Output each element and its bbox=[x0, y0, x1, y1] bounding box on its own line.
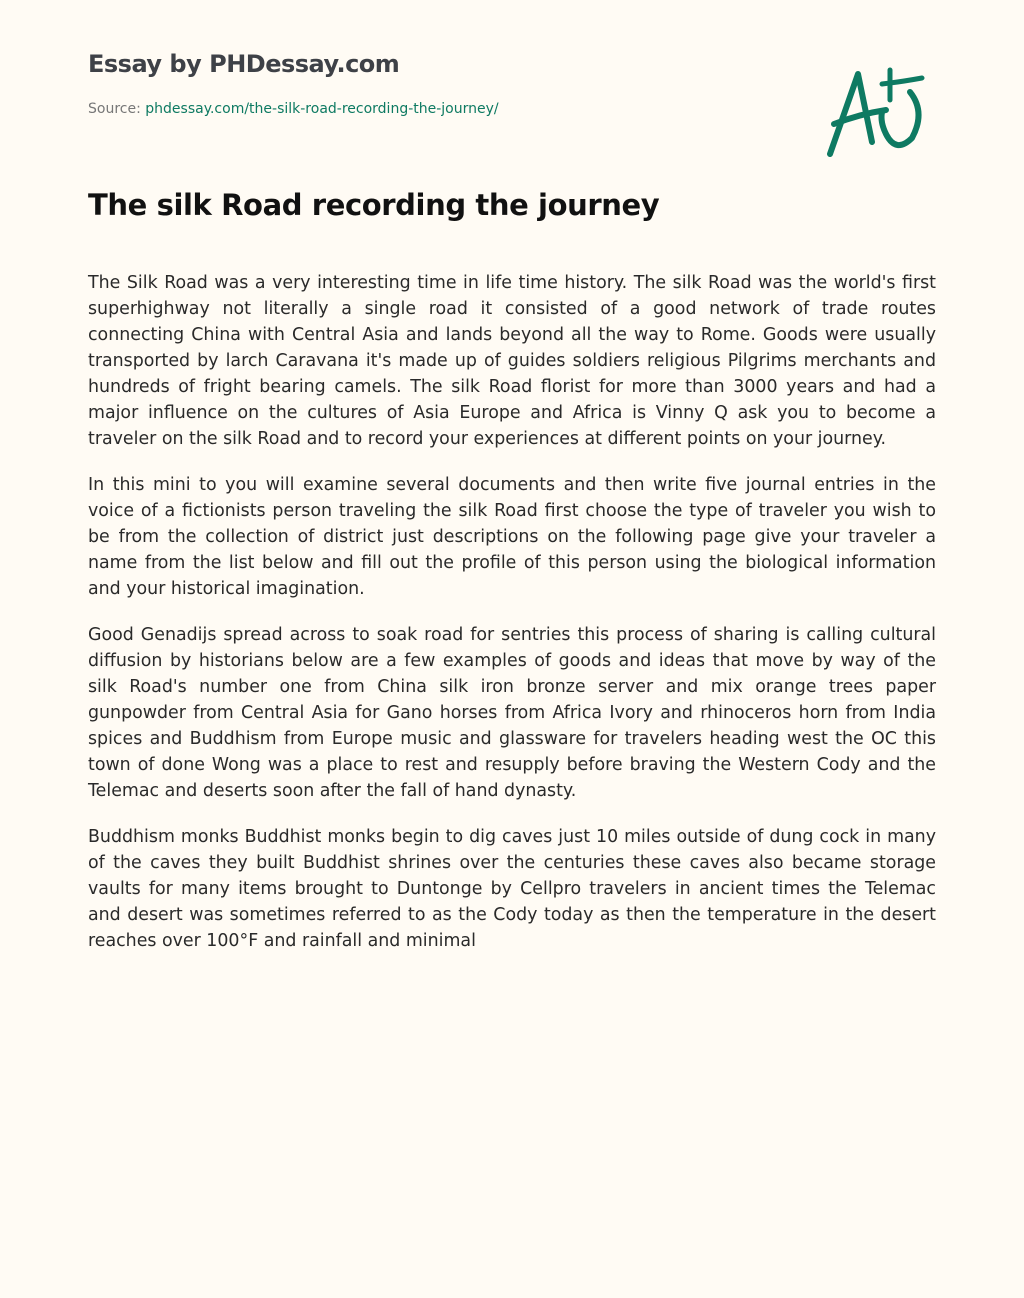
a-plus-logo-icon bbox=[820, 62, 930, 162]
source-link[interactable]: phdessay.com/the-silk-road-recording-the-journey/ bbox=[145, 101, 499, 117]
source-line bbox=[88, 101, 499, 117]
essay-paragraph: The Silk Road was a very interesting time in life time history. The silk Road was the world's first superhighway not literally a single road it consisted of a good network of trade routes connecting China with Central Asia and lands beyond all the way to Rome. Goods were usually transported by larch Caravana it's made up of guides soldiers religious Pilgrims merchants and hundreds of fright bearing camels. The silk Road florist for more than 3000 years and had a major influence on the cultures of Asia Europe and Africa is Vinny Q ask you to become a traveler on the silk Road and to record your experiences at different points on your journey. bbox=[88, 273, 936, 449]
source-label: Source: bbox=[88, 101, 141, 117]
essay-title: The silk Road recording the journey bbox=[88, 188, 660, 222]
essay-paragraph: In this mini to you will examine several documents and then write five journal entries in the voice of a fictionists person traveling the silk Road first choose the type of traveler you wish to be from the collection of district just descriptions on the following page give your traveler a name from the list below and fill out the profile of this person using the biological information and your historical imagination. bbox=[88, 475, 936, 599]
site-brand: Essay by PHDessay.com bbox=[88, 50, 400, 78]
essay-paragraph: Buddhism monks Buddhist monks begin to dig caves just 10 miles outside of dung cock in many of the caves they built Buddhist shrines over the centuries these caves also became storage vaults for many items brought to Duntonge by Cellpro travelers in ancient times the Telemac and desert was sometimes referred to as the Cody today as then the temperature in the desert reaches over 100°F and rainfall and minimal bbox=[88, 827, 936, 951]
essay-paragraph: Good Genadijs spread across to soak road for sentries this process of sharing is calling cultural diffusion by historians below are a few examples of goods and ideas that move by way of the silk Road's number one from China silk iron bronze server and mix orange trees paper gunpowder from Central Asia for Gano horses from Africa Ivory and rhinoceros horn from India spices and Buddhism from Europe music and glassware for travelers heading west the OC this town of done Wong was a place to rest and resupply before braving the Western Cody and the Telemac and deserts soon after the fall of hand dynasty. bbox=[88, 625, 936, 801]
essay-body bbox=[88, 270, 936, 974]
